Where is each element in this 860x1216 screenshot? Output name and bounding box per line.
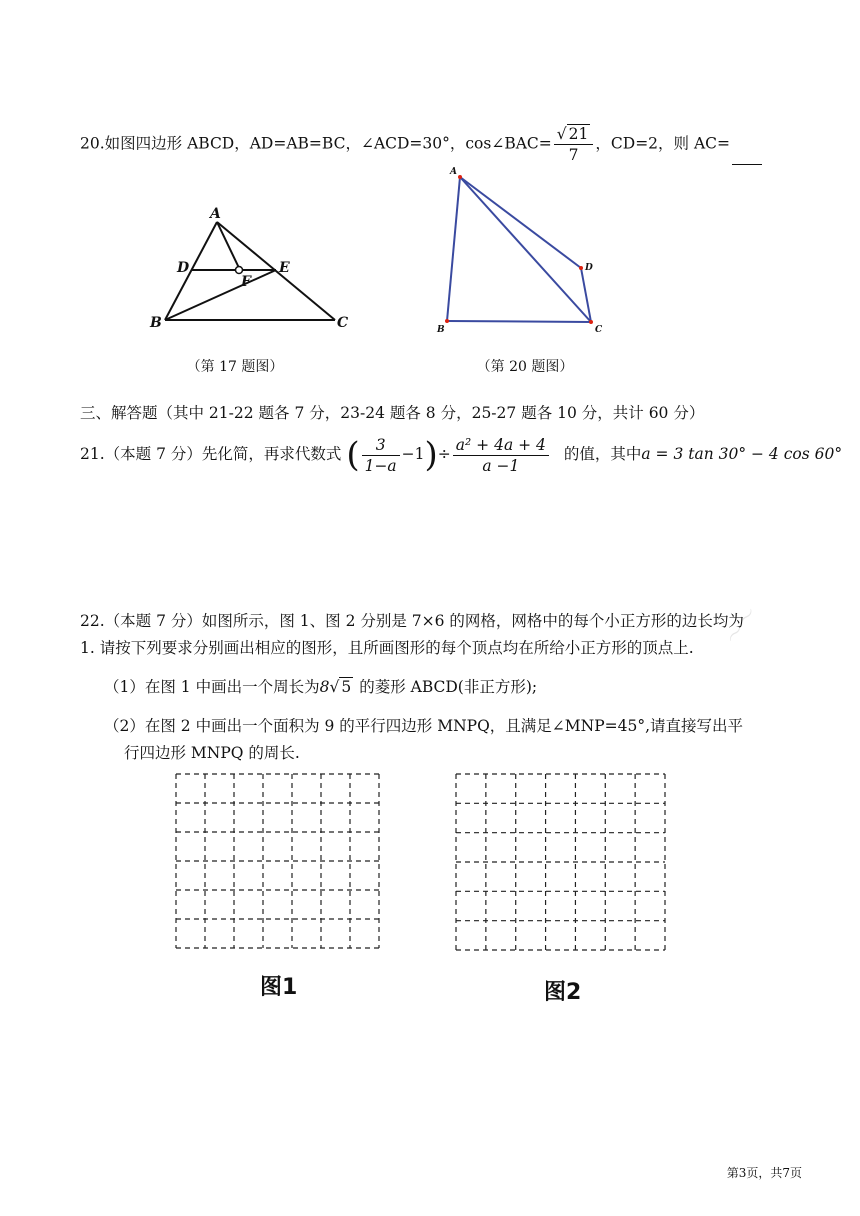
q20-text: 20.如图四边形 ABCD，AD=AB=BC，∠ACD=30°，cos∠BAC= $\frac{√ 21}{7}$ ，CD=2，则 AC= bbox=[80, 124, 762, 165]
fig20-label-b: B bbox=[437, 325, 445, 335]
q21-text: 21.（本题 7 分）先化简，再求代数式 ( $\frac{3}{1-a}$ −1)÷ $\frac{\text{a² + 4a + 4}}{a -1}$ 的值，其中a = 3 tan 30° − 4 cos 60° bbox=[80, 435, 843, 475]
grid-1-label: 图1 bbox=[260, 975, 298, 1000]
fig20-caption: （第 20 题图） bbox=[476, 359, 574, 375]
q22-part1: （1）在图 1 中画出一个周长为8√ 5 的菱形 ABCD(非正方形); bbox=[104, 678, 538, 696]
fig17-label-f: F bbox=[241, 274, 251, 290]
figure-20 bbox=[425, 160, 615, 345]
fig20-label-a: A bbox=[450, 167, 457, 177]
fig17-label-a: A bbox=[210, 206, 221, 222]
fig17-label-c: C bbox=[337, 315, 349, 331]
fig17-label-b: B bbox=[150, 315, 162, 331]
watermark: 〜〜 bbox=[719, 602, 763, 649]
answer-blank bbox=[732, 148, 762, 165]
figure-17 bbox=[140, 200, 360, 340]
fig20-label-c: C bbox=[595, 325, 603, 335]
grid-2-label: 图2 bbox=[544, 980, 582, 1005]
fig17-caption: （第 17 题图） bbox=[186, 359, 284, 375]
fig20-label-d: D bbox=[585, 263, 593, 273]
page-number: 第3页，共7页 bbox=[726, 1166, 802, 1180]
q22-line2: 1. 请按下列要求分别画出相应的图形，且所画图形的每个顶点均在所给小正方形的顶点上. bbox=[80, 639, 694, 657]
fig17-label-d: D bbox=[177, 260, 190, 276]
fig17-label-e: E bbox=[279, 260, 290, 276]
grid-1 bbox=[174, 772, 380, 950]
q21-fraction-1: $\frac{3}{1-a}$ bbox=[362, 435, 400, 476]
q22-line1: 22.（本题 7 分）如图所示，图 1、图 2 分别是 7×6 的网格，网格中的每个小正方形的边长均为 bbox=[80, 612, 744, 630]
grid-2 bbox=[454, 772, 666, 952]
section-heading: 三、解答题（其中 21-22 题各 7 分，23-24 题各 8 分，25-27 题各 10 分，共计 60 分） bbox=[80, 404, 705, 422]
q21-fraction-2: $\frac{\text{a² + 4a + 4}}{a -1}$ bbox=[453, 435, 549, 476]
q22-part2-line1: （2）在图 2 中画出一个面积为 9 的平行四边形 MNPQ，且满足∠MNP=45°,请直接写出平 bbox=[104, 717, 744, 735]
q22-part2-line2: 行四边形 MNPQ 的周长. bbox=[124, 744, 300, 762]
q20-cos-fraction: $\frac{√ 21}{7}$ bbox=[554, 124, 594, 165]
